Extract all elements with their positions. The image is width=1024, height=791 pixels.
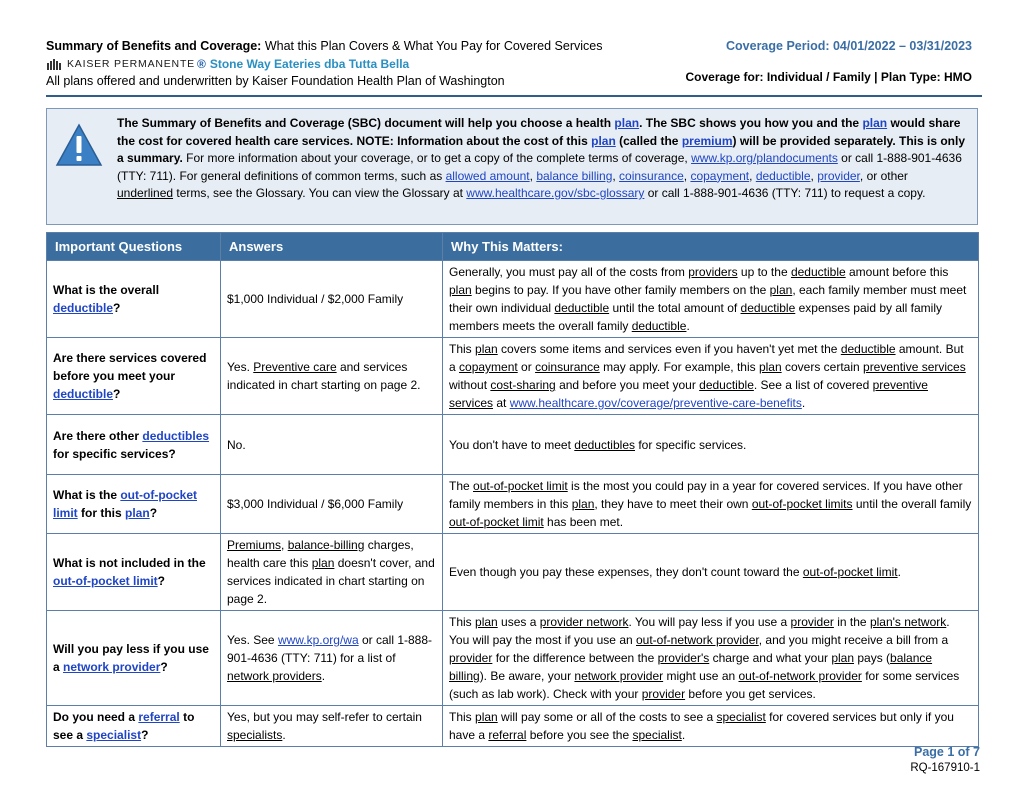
why-text: The: [449, 479, 474, 493]
term-specialist: specialist: [716, 710, 766, 724]
why-text: , each family member must meet their own individual: [449, 283, 967, 315]
link-deductibles[interactable]: deductibles: [142, 428, 210, 443]
term-deductible: deductible: [790, 265, 846, 279]
table-row: [47, 415, 979, 475]
term-out-of-pocket-limit: out-of-pocket limit: [473, 479, 568, 493]
why-text: might use an: [663, 669, 739, 683]
question-text: What is not included in the: [53, 556, 206, 570]
why-text: until the overall family: [852, 497, 972, 511]
link-copayment[interactable]: copayment: [690, 168, 750, 183]
link-out-of-pocket-limit[interactable]: out-of-pocket limit: [53, 574, 158, 588]
term-balance-billing: balance billing: [449, 651, 933, 683]
table-header-row: [47, 233, 979, 261]
kaiser-logo-icon: [46, 58, 62, 70]
table-row: [47, 338, 979, 415]
question-cell: [47, 338, 221, 415]
link-allowed-amount[interactable]: allowed amount: [445, 168, 530, 183]
header-right: [685, 38, 972, 85]
notice-text-8: , or other: [859, 168, 908, 183]
why-text: This: [449, 615, 476, 629]
header-left: [46, 38, 602, 89]
question-text: Are there other: [53, 428, 143, 443]
sbc-title-bold: Summary of Benefits and Coverage:: [46, 39, 262, 53]
why-text: expenses paid by all family members meets the overall family: [449, 301, 943, 333]
brand-line: [46, 55, 602, 73]
why-text: in the: [833, 615, 870, 629]
answer-text: doesn't cover, and services indicated in chart starting on page 2.: [227, 556, 435, 606]
notice-bold-4: (called the: [615, 133, 682, 148]
question-cell: [47, 534, 221, 611]
form-id: RQ-167910-1: [910, 762, 980, 774]
why-text: , and you might receive a bill from a: [758, 633, 949, 647]
term-coinsurance: coinsurance: [535, 360, 600, 374]
link-premium[interactable]: premium: [681, 133, 733, 148]
why-text: .: [897, 565, 901, 579]
why-text: . You will pay the most if you use an: [449, 615, 950, 647]
table-row: [47, 475, 979, 534]
answer-cell: [221, 338, 443, 415]
col-header-answers: Answers: [221, 233, 443, 261]
notice-bold-1: The Summary of Benefits and Coverage (SBC) document will help you choose a health: [117, 116, 615, 130]
coverage-for: Coverage for: Individual / Family | Plan Type: HMO: [685, 70, 972, 84]
question-text: What is the: [53, 488, 121, 502]
link-out-of-pocket-limit[interactable]: out-of-pocket limit: [53, 488, 197, 520]
why-text: You don't have to meet: [449, 437, 575, 452]
group-name: Stone Way Eateries dba Tutta Bella: [209, 57, 410, 71]
term-out-of-pocket-limit: out-of-pocket limit: [449, 515, 544, 529]
why-cell: [443, 261, 979, 338]
term-provider: provider: [449, 651, 493, 665]
why-text: covers certain: [781, 360, 864, 374]
notice-text-9: terms, see the Glossary. You can view the Glossary at: [173, 186, 467, 200]
answer-cell: [221, 611, 443, 706]
term-out-of-network-provider: out-of-network provider: [636, 633, 759, 647]
why-text: uses a: [497, 615, 540, 629]
why-cell: [443, 338, 979, 415]
question-text: What is the overall: [53, 283, 160, 297]
link-plan[interactable]: plan: [862, 116, 888, 130]
notice-bold-5: ) will be provided separately. This is only a summary.: [117, 133, 966, 165]
why-text: at: [493, 396, 510, 410]
link-specialist[interactable]: specialist: [86, 728, 142, 742]
answer-text: .: [321, 669, 326, 683]
why-text: .: [681, 728, 686, 742]
why-text: has been met.: [543, 515, 624, 529]
answer-text: charges, health care this: [227, 538, 414, 570]
link-coinsurance[interactable]: coinsurance: [619, 168, 684, 183]
why-text: for the difference between the: [492, 651, 658, 665]
why-text: .: [801, 396, 806, 410]
term-plans-network: plan's network: [869, 615, 947, 629]
link-network-provider[interactable]: network provider: [63, 660, 161, 674]
why-text: Even though you pay these expenses, they don't count toward the: [449, 565, 803, 579]
question-cell: [47, 415, 221, 475]
answer-text: Yes, but you may self-refer to certain: [227, 710, 422, 724]
why-text: charge and what your: [709, 651, 832, 665]
term-balance-billing: balance-billing: [287, 538, 365, 552]
why-text: before you see the: [526, 728, 633, 742]
notice-text-3: ,: [529, 168, 537, 183]
question-text: to see a: [53, 710, 195, 742]
question-text: for specific services?: [53, 446, 176, 461]
why-text: or: [517, 360, 536, 374]
notice-text-6: ,: [749, 168, 756, 183]
term-plan: plan: [758, 360, 782, 374]
question-cell: [47, 706, 221, 747]
why-cell: [443, 415, 979, 475]
brand-mark: ®: [196, 57, 206, 71]
why-cell: [443, 534, 979, 611]
term-out-of-network-provider: out-of-network provider: [738, 669, 862, 683]
term-plan: plan: [311, 556, 335, 570]
table-row: [47, 534, 979, 611]
link-balance-billing[interactable]: balance billing: [536, 168, 613, 183]
question-text: for this: [77, 506, 126, 520]
term-referral: referral: [488, 728, 527, 742]
page-number: Page 1 of 7: [914, 745, 980, 759]
why-text: This: [449, 342, 476, 356]
sbc-title: [46, 38, 602, 54]
term-out-of-pocket-limit: out-of-pocket limit: [802, 565, 898, 579]
term-deductible: deductible: [554, 301, 610, 315]
link-plan[interactable]: plan: [591, 133, 616, 148]
link-deductible[interactable]: deductible: [53, 301, 114, 315]
answer-text: Yes.: [227, 360, 254, 374]
answer-text: ,: [281, 538, 288, 552]
why-text: up to the: [737, 265, 791, 279]
why-text: for some services (such as lab work). Check with your: [449, 669, 960, 701]
why-text: is the most you could pay in a year for covered services. If you have other family members in this: [449, 479, 963, 511]
col-header-why: Why This Matters:: [443, 233, 979, 261]
why-text: , they have to meet their own: [594, 497, 752, 511]
answer-cell: No.: [221, 415, 443, 475]
why-text: until the total amount of: [609, 301, 741, 315]
question-text: ?: [113, 301, 121, 315]
why-text: pays (: [854, 651, 891, 665]
table-row: [47, 611, 979, 706]
term-deductibles: deductibles: [574, 437, 635, 452]
question-text: ?: [157, 574, 165, 588]
term-deductible: deductible: [631, 319, 687, 333]
notice-text-1: For more information about your coverage, or to get a copy of the complete terms of coverage,: [182, 151, 692, 165]
term-deductible: deductible: [840, 342, 896, 356]
question-text: ?: [113, 387, 121, 401]
question-text: ?: [160, 660, 168, 674]
link-referral[interactable]: referral: [138, 710, 180, 724]
term-network-provider: network provider: [574, 669, 664, 683]
term-preventive-services: preventive services: [863, 360, 966, 374]
document-header: [46, 38, 982, 98]
question-text: Will you pay less if you use a: [53, 642, 209, 674]
header-divider: [46, 95, 982, 97]
why-text: Generally, you must pay all of the costs from: [449, 265, 689, 279]
notice-text-7: ,: [810, 168, 818, 183]
kaiser-logo: [46, 58, 195, 70]
why-cell: [443, 611, 979, 706]
term-plan: plan: [571, 497, 595, 511]
question-text: Do you need a: [53, 710, 139, 724]
why-text: amount. But a: [449, 342, 964, 374]
question-text: ?: [149, 506, 158, 520]
link-provider[interactable]: provider: [817, 168, 860, 183]
notice-bold-2: . The SBC shows you how you and the: [639, 116, 863, 130]
why-text: ). Be aware, your: [479, 669, 575, 683]
term-providers: providers: [688, 265, 738, 279]
document-footer: [910, 744, 980, 776]
notice-text-5: ,: [683, 168, 691, 183]
table-row: [47, 261, 979, 338]
link-preventive-care-benefits[interactable]: www.healthcare.gov/coverage/preventive-care-benefits: [509, 396, 802, 410]
underlined-term: underlined: [117, 186, 174, 200]
coverage-period: Coverage Period: 04/01/2022 – 03/31/2023: [726, 39, 972, 53]
question-text: ?: [141, 728, 149, 742]
term-plan: plan: [831, 651, 855, 665]
question-cell: [47, 475, 221, 534]
why-text: amount before this: [845, 265, 949, 279]
answer-cell: [221, 534, 443, 611]
term-network-providers: network providers: [227, 669, 322, 683]
term-deductible: deductible: [699, 378, 754, 392]
why-text: . You will pay less if you use a: [628, 615, 791, 629]
term-preventive-services: preventive services: [449, 378, 928, 410]
term-copayment: copayment: [459, 360, 518, 374]
important-questions-table: [46, 232, 979, 747]
question-cell: [47, 261, 221, 338]
notice-text-4: ,: [612, 168, 620, 183]
link-plan[interactable]: plan: [125, 506, 150, 520]
notice-bold-3: would share the cost for covered health care services. NOTE: Information about the cost of this: [117, 116, 961, 148]
term-plan: plan: [449, 283, 472, 297]
kaiser-brand-name: KAISER PERMANENTE: [67, 58, 195, 70]
underwriter-text: All plans offered and underwritten by Kaiser Foundation Health Plan of Washington: [46, 74, 505, 88]
question-text: Are there services covered before you meet your: [53, 351, 207, 383]
link-plan-documents[interactable]: www.kp.org/plandocuments: [691, 151, 838, 165]
why-text: covers some items and services even if you haven't yet met the: [497, 342, 841, 356]
term-specialist: specialist: [632, 728, 682, 742]
why-cell: [443, 475, 979, 534]
term-specialists: specialists: [227, 728, 283, 742]
link-deductible[interactable]: deductible: [755, 168, 811, 183]
term-cost-sharing: cost-sharing: [490, 378, 556, 392]
link-sbc-glossary[interactable]: www.healthcare.gov/sbc-glossary: [466, 186, 645, 200]
why-text: .: [686, 319, 690, 333]
term-providers: provider's: [657, 651, 710, 665]
term-plan: plan: [475, 342, 498, 356]
answer-text: Yes. See: [227, 633, 278, 647]
answer-text: and services indicated in chart starting on page 2.: [227, 360, 421, 392]
term-plan: plan: [769, 283, 793, 297]
why-text: for covered services but only if you have a: [449, 710, 954, 742]
term-premiums: Premiums: [227, 538, 282, 552]
answer-text: .: [282, 728, 286, 742]
term-deductible: deductible: [740, 301, 796, 315]
answer-cell: $3,000 Individual / $6,000 Family: [221, 475, 443, 534]
col-header-questions: Important Questions: [47, 233, 221, 261]
term-provider: provider: [641, 687, 686, 701]
warning-icon: [55, 123, 103, 167]
term-provider: provider: [790, 615, 834, 629]
why-text: This: [449, 710, 476, 724]
answer-text: or call 1-888-901-4636 (TTY: 711) for a list of: [227, 633, 433, 665]
why-text: for specific services.: [635, 437, 747, 452]
term-plan: plan: [475, 710, 498, 724]
why-text: may apply. For example, this: [599, 360, 759, 374]
term-out-of-pocket-limits: out-of-pocket limits: [751, 497, 853, 511]
link-deductible[interactable]: deductible: [53, 387, 114, 401]
answer-cell: $1,000 Individual / $2,000 Family: [221, 261, 443, 338]
answer-cell: [221, 706, 443, 747]
why-text: without: [449, 378, 491, 392]
table-row: [47, 706, 979, 747]
why-text: will pay some or all of the costs to see a: [497, 710, 717, 724]
sbc-title-rest: What this Plan Covers & What You Pay for Covered Services: [261, 39, 603, 53]
sbc-notice-box: [46, 108, 978, 225]
why-text: before you get services.: [685, 687, 816, 701]
term-plan: plan: [475, 615, 498, 629]
question-cell: [47, 611, 221, 706]
term-preventive-care: Preventive care: [253, 360, 337, 374]
why-text: and before you meet your: [555, 378, 700, 392]
why-cell: [443, 706, 979, 747]
notice-text-2: or call 1-888-901-4636 (TTY: 711). For general definitions of common terms, such as: [117, 151, 962, 183]
why-text: begins to pay. If you have other family members on the: [471, 283, 770, 297]
link-plan[interactable]: plan: [614, 116, 640, 130]
why-text: . See a list of covered: [753, 378, 873, 392]
term-provider-network: provider network: [539, 615, 629, 629]
link-kp-org-wa[interactable]: www.kp.org/wa: [277, 633, 359, 647]
notice-text-10: or call 1-888-901-4636 (TTY: 711) to request a copy.: [644, 186, 926, 200]
